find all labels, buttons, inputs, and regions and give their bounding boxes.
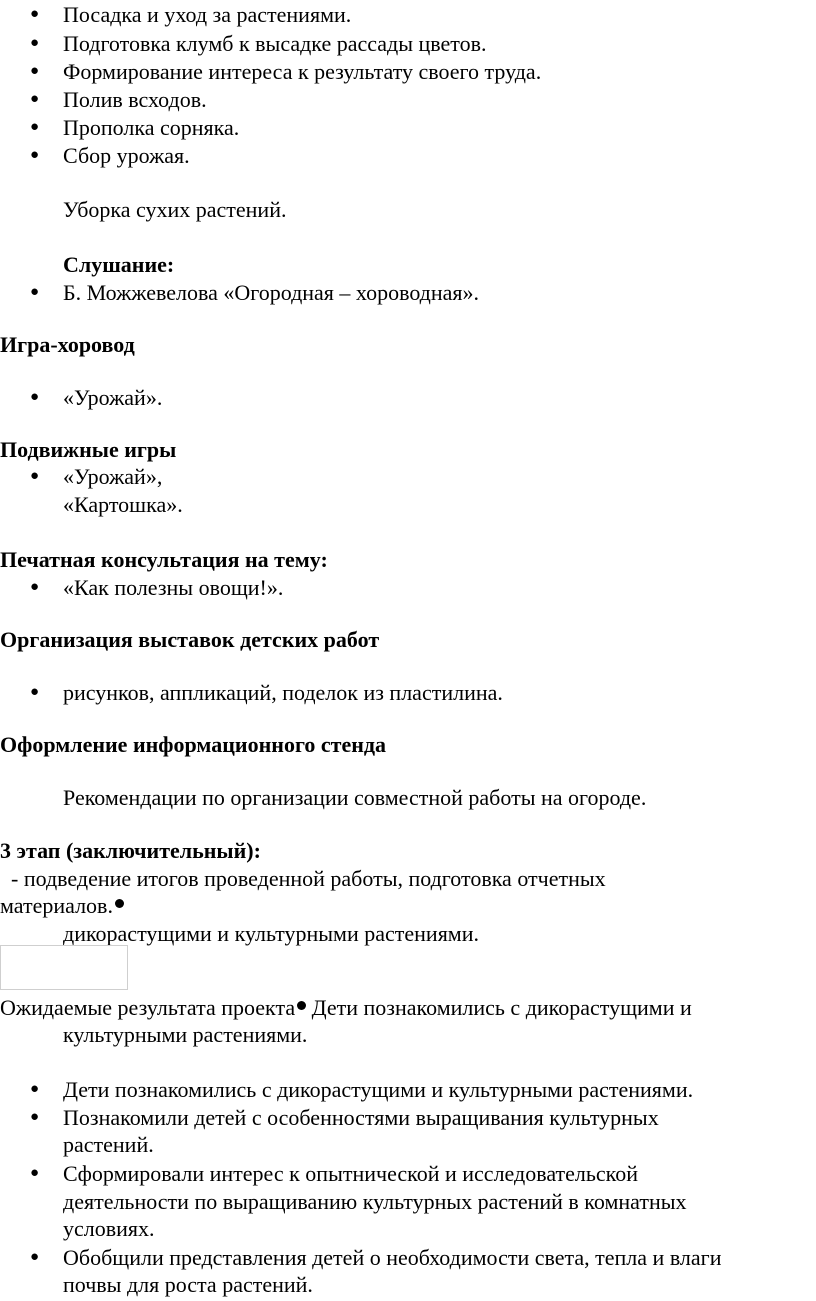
bullet-icon: ● [30,63,40,79]
bullet-icon: ● [30,1109,40,1125]
bullet-icon: ● [30,1165,40,1181]
list-item: «Как полезны овощи!». [63,575,284,600]
text: материалов. [0,893,113,918]
list-item-cont: растений. [63,1132,154,1157]
section-heading: Слушание: [63,252,175,277]
list-item: Познакомили детей с особенностями выращивания культурных [63,1105,659,1130]
list-item: Прополка сорняка. [63,115,240,140]
bullet-icon: ● [30,389,40,405]
paragraph: Рекомендации по организации совместной работы на огороде. [63,785,647,810]
list-item: Подготовка клумб к высадке рассады цветов. [63,31,487,56]
bullet-icon: ● [30,35,40,51]
list-item-cont: условиях. [63,1216,155,1241]
bullet-icon: ● [30,119,40,135]
list-item: Сбор урожая. [63,143,190,168]
list-item: Полив всходов. [63,87,207,112]
list-item-cont: почвы для роста растений. [63,1272,313,1297]
section-heading: Подвижные игры [0,437,177,462]
bullet-icon [297,1001,306,1010]
bullet-icon: ● [30,1081,40,1097]
list-item: «Урожай», [63,464,163,489]
list-item: Формирование интереса к результату своего труда. [63,59,542,84]
bullet-icon: ● [30,284,40,300]
text: Ожидаемые результата проекта [0,995,296,1020]
list-item: Б. Можжевелова «Огородная – хороводная». [63,280,480,305]
bullet-icon [115,899,124,908]
bullet-icon: ● [30,91,40,107]
section-heading: Игра-хоровод [0,332,135,357]
list-item: «Картошка». [63,492,183,517]
bullet-icon: ● [30,579,40,595]
list-item: Дети познакомились с дикорастущими и культурными растениями. [63,1077,694,1102]
paragraph: Уборка сухих растений. [63,197,287,222]
bullet-icon: ● [30,147,40,163]
bullet-icon: ● [30,468,40,484]
paragraph-line: дикорастущими и культурными растениями. [63,921,480,946]
list-item: Сформировали интерес к опытнической и исследовательской [63,1161,639,1186]
section-heading: Оформление информационного стенда [0,732,387,757]
bullet-icon: ● [30,6,40,22]
paragraph: - подведение итогов проведенной работы, подготовка отчетных [0,866,606,891]
list-item: Посадка и уход за растениями. [63,2,352,27]
list-item: «Урожай». [63,385,163,410]
bullet-icon: ● [30,684,40,700]
results-label [0,994,692,1021]
list-item-cont: деятельности по выращиванию культурных растений в комнатных [63,1189,687,1214]
section-heading: Печатная консультация на тему: [0,547,328,572]
paragraph-line [0,892,124,919]
bullet-icon: ● [30,1249,40,1265]
section-heading: 3 этап (заключительный): [0,838,261,863]
paragraph-line: культурными растениями. [63,1022,308,1047]
text: Дети познакомились с дикорастущими и [306,995,692,1020]
section-heading: Организация выставок детских работ [0,627,380,652]
list-item: рисунков, аппликаций, поделок из пластилина. [63,680,503,705]
empty-frame [0,945,128,990]
list-item: Обобщили представления детей о необходимости света, тепла и влаги [63,1245,722,1270]
